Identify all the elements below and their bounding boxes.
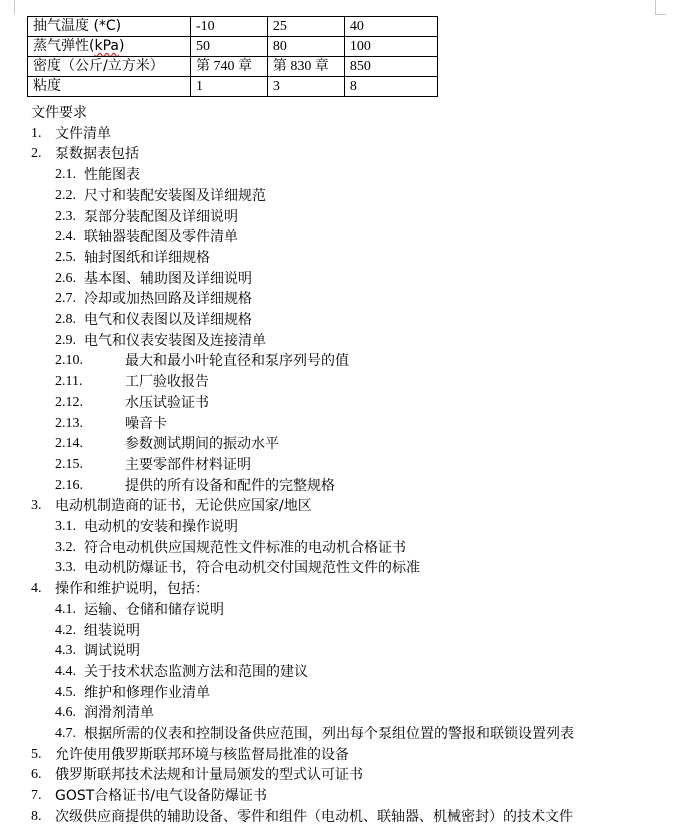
list-item-text: 泵部分装配图及详细说明 bbox=[84, 209, 238, 225]
list-item-number: 4.2. bbox=[55, 623, 76, 638]
list-item-number: 2. bbox=[31, 146, 42, 161]
list-item-number: 5. bbox=[31, 747, 42, 762]
list-item-text: 符合电动机供应国规范性文件标准的电动机合格证书 bbox=[84, 540, 406, 556]
table-body bbox=[28, 17, 438, 97]
table-row bbox=[28, 57, 438, 77]
list-item-number: 2.1. bbox=[55, 167, 76, 182]
list-item-text: 操作和维护说明，包括： bbox=[55, 581, 209, 597]
value-cell: 850 bbox=[344, 57, 437, 77]
list-item-number: 4.6. bbox=[55, 705, 76, 720]
list-item-number: 4.5. bbox=[55, 685, 76, 700]
list-item-number: 2.3. bbox=[55, 209, 76, 224]
list-item-text: 根据所需的仪表和控制设备供应范围，列出每个泵组位置的警报和联锁设置列表 bbox=[84, 726, 574, 742]
list-item-number: 3.2. bbox=[55, 540, 76, 555]
list-item-number: 2.7. bbox=[55, 291, 76, 306]
list-item-text: 提供的所有设备和配件的完整规格 bbox=[125, 478, 335, 494]
value-cell: 40 bbox=[344, 17, 437, 37]
list-item-text: 尺寸和装配安装图及详细规范 bbox=[84, 188, 266, 204]
list-item-text: GOST合格证书/电气设备防爆证书 bbox=[55, 788, 268, 804]
list-item-text: 允许使用俄罗斯联邦环境与核监督局批准的设备 bbox=[55, 747, 349, 763]
list-item-text: 俄罗斯联邦技术法规和计量局颁发的型式认可证书 bbox=[55, 767, 363, 783]
value-cell: 第 740 章 bbox=[190, 57, 267, 77]
table-row bbox=[28, 17, 438, 37]
list-item-text: 电气和仪表图以及详细规格 bbox=[84, 312, 252, 328]
table-row bbox=[28, 77, 438, 97]
list-item-number: 4.3. bbox=[55, 643, 76, 658]
value-cell: 80 bbox=[267, 37, 344, 57]
list-item-text: 基本图、辅助图及详细说明 bbox=[84, 271, 252, 287]
list-item-number: 2.11. bbox=[55, 374, 83, 389]
value-cell: 3 bbox=[267, 77, 344, 97]
list-item-number: 2.14. bbox=[55, 436, 83, 451]
list-item-number: 2.2. bbox=[55, 188, 76, 203]
list-item-number: 4.4. bbox=[55, 664, 76, 679]
list-item-text: 工厂验收报告 bbox=[125, 374, 209, 390]
list-item-text: 电动机的安装和操作说明 bbox=[84, 519, 238, 535]
list-item-text: 文件清单 bbox=[55, 126, 111, 142]
value-cell: -10 bbox=[190, 17, 267, 37]
list-item-text: 组装说明 bbox=[84, 623, 140, 639]
list-item-number: 4. bbox=[31, 581, 42, 596]
list-item-number: 2.8. bbox=[55, 312, 76, 327]
list-item-text: 噪音卡 bbox=[125, 416, 167, 432]
list-item-number: 2.12. bbox=[55, 395, 83, 410]
value-cell: 1 bbox=[190, 77, 267, 97]
list-item-text: 润滑剂清单 bbox=[84, 705, 154, 721]
list-item-number: 2.4. bbox=[55, 229, 76, 244]
list-item-number: 2.13. bbox=[55, 416, 83, 431]
list-item-number: 4.1. bbox=[55, 602, 76, 617]
list-item-text: 电气和仪表安装图及连接清单 bbox=[84, 333, 266, 349]
value-cell: 25 bbox=[267, 17, 344, 37]
list-item-number: 2.5. bbox=[55, 250, 76, 265]
list-item-text: 关于技术状态监测方法和范围的建议 bbox=[84, 664, 308, 680]
list-item-text: 参数测试期间的振动水平 bbox=[125, 436, 279, 452]
list-item-text: 水压试验证书 bbox=[125, 395, 209, 411]
list-item-number: 3. bbox=[31, 498, 42, 513]
value-cell: 8 bbox=[344, 77, 437, 97]
list-item-number: 4.7. bbox=[55, 726, 76, 741]
table-row bbox=[28, 37, 438, 57]
list-item-text: 主要零部件材料证明 bbox=[125, 457, 251, 473]
list-item-number: 1. bbox=[31, 126, 42, 141]
value-cell: 50 bbox=[190, 37, 267, 57]
list-item-text: 轴封图纸和详细规格 bbox=[84, 250, 210, 266]
list-item-text: 维护和修理作业清单 bbox=[84, 685, 210, 701]
list-item-number: 2.9. bbox=[55, 333, 76, 348]
list-item-number: 7. bbox=[31, 788, 42, 803]
list-item-number: 3.1. bbox=[55, 519, 76, 534]
margin-corner-mark-right bbox=[655, 0, 666, 15]
list-item-number: 2.15. bbox=[55, 457, 83, 472]
list-item-text: 调试说明 bbox=[84, 643, 140, 659]
property-name-cell: 抽气温度 (*C) bbox=[28, 17, 191, 37]
property-name-cell: 粘度 bbox=[28, 77, 191, 97]
list-item-text: 运输、仓储和储存说明 bbox=[84, 602, 224, 618]
spellcheck-underline: kPa bbox=[94, 38, 119, 54]
list-item-text: 电动机防爆证书，符合电动机交付国规范性文件的标准 bbox=[84, 560, 420, 576]
list-item-text: 冷却或加热回路及详细规格 bbox=[84, 291, 252, 307]
list-heading: 文件要求 bbox=[31, 105, 87, 121]
value-cell: 第 830 章 bbox=[267, 57, 344, 77]
list-item-text: 最大和最小叶轮直径和泵序列号的值 bbox=[125, 353, 349, 369]
margin-corner-mark-left bbox=[6, 0, 15, 14]
list-item-number: 2.16. bbox=[55, 478, 83, 493]
list-item-number: 6. bbox=[31, 767, 42, 782]
list-item-number: 2.6. bbox=[55, 271, 76, 286]
property-name-cell: 密度（公斤/立方米） bbox=[28, 57, 191, 77]
list-item-number: 3.3. bbox=[55, 560, 76, 575]
property-name-cell: 蒸气弹性(kPa) bbox=[28, 37, 191, 57]
list-item-text: 联轴器装配图及零件清单 bbox=[84, 229, 238, 245]
list-item-text: 泵数据表包括 bbox=[55, 146, 139, 162]
list-item-text: 次级供应商提供的辅助设备、零件和组件（电动机、联轴器、机械密封）的技术文件 bbox=[55, 809, 573, 825]
list-item-text: 性能图表 bbox=[84, 167, 140, 183]
list-item-text: 电动机制造商的证书，无论供应国家/地区 bbox=[55, 498, 312, 514]
list-item-number: 2.10. bbox=[55, 353, 83, 368]
value-cell: 100 bbox=[344, 37, 437, 57]
fluid-properties-table bbox=[27, 16, 438, 97]
list-item-number: 8. bbox=[31, 809, 42, 824]
